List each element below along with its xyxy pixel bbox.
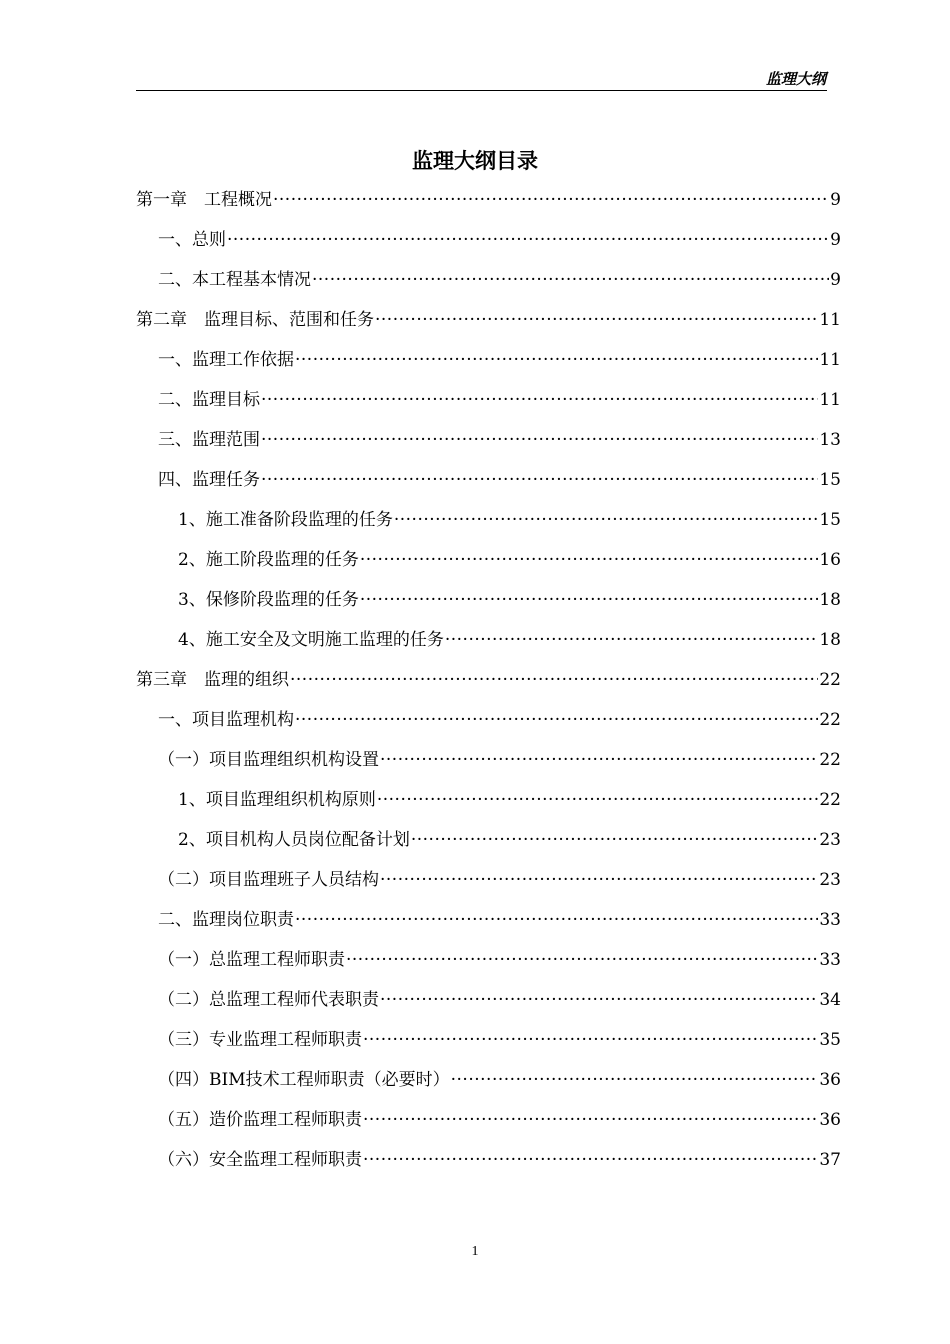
toc-entry-label: 三、监理范围 xyxy=(158,430,260,450)
toc-leader-dots xyxy=(380,980,818,1020)
toc-entry[interactable] xyxy=(178,500,841,540)
toc-entry-page: 22 xyxy=(819,710,841,730)
toc-leader-dots xyxy=(445,620,819,660)
toc-entry-label: （五）造价监理工程师职责 xyxy=(158,1110,362,1130)
toc-entry[interactable] xyxy=(158,1060,841,1100)
toc-entry-label: 一、总则 xyxy=(158,230,226,250)
toc-entry-page: 33 xyxy=(819,950,841,970)
toc-entry-label: （二）总监理工程师代表职责 xyxy=(158,990,379,1010)
toc-entry[interactable] xyxy=(136,180,841,220)
page-number: 1 xyxy=(471,1244,479,1259)
toc-entry-label: 2、施工阶段监理的任务 xyxy=(178,550,359,570)
toc-entry[interactable] xyxy=(178,780,841,820)
toc-entry-label: 二、监理目标 xyxy=(158,390,260,410)
toc-leader-dots xyxy=(261,460,818,500)
toc-entry[interactable] xyxy=(158,700,841,740)
toc-entry-page: 36 xyxy=(819,1070,841,1090)
toc-leader-dots xyxy=(261,380,818,420)
toc-entry-label: 4、施工安全及文明施工监理的任务 xyxy=(178,630,444,650)
toc-entry-page: 11 xyxy=(819,390,841,410)
toc-entry-page: 36 xyxy=(819,1110,841,1130)
toc-leader-dots xyxy=(363,1140,818,1180)
toc-entry[interactable] xyxy=(158,940,841,980)
toc-entry-label: （六）安全监理工程师职责 xyxy=(158,1150,362,1170)
toc-leader-dots xyxy=(411,820,819,860)
toc-entry[interactable] xyxy=(136,300,841,340)
toc-entry[interactable] xyxy=(178,580,841,620)
toc-entry-label: （四）BIM技术工程师职责（必要时） xyxy=(158,1070,450,1090)
toc-entry-label: （二）项目监理班子人员结构 xyxy=(158,870,379,890)
toc-leader-dots xyxy=(394,500,819,540)
toc-leader-dots xyxy=(380,740,818,780)
toc-entry-page: 9 xyxy=(830,270,841,290)
toc-entry-page: 16 xyxy=(819,550,841,570)
toc-entry-page: 15 xyxy=(819,510,841,530)
toc-leader-dots xyxy=(360,580,819,620)
toc-entry-page: 11 xyxy=(819,350,841,370)
toc-leader-dots xyxy=(375,300,818,340)
toc-entry-label: 2、项目机构人员岗位配备计划 xyxy=(178,830,410,850)
toc-leader-dots xyxy=(295,700,818,740)
header-rule xyxy=(136,90,827,91)
toc-leader-dots xyxy=(290,660,818,700)
running-header-title: 监理大纲 xyxy=(765,70,826,88)
toc-entry-label: 3、保修阶段监理的任务 xyxy=(178,590,359,610)
toc-entry-page: 9 xyxy=(830,190,841,210)
toc-entry-page: 15 xyxy=(819,470,841,490)
toc-entry-page: 22 xyxy=(819,790,841,810)
toc-entry[interactable] xyxy=(158,740,841,780)
toc-entry[interactable] xyxy=(158,340,841,380)
toc-entry[interactable] xyxy=(158,1140,841,1180)
toc-entry-label: （一）项目监理组织机构设置 xyxy=(158,750,379,770)
toc-entry[interactable] xyxy=(158,1100,841,1140)
toc-entry[interactable] xyxy=(158,860,841,900)
toc-leader-dots xyxy=(377,780,819,820)
toc-entry[interactable] xyxy=(158,900,841,940)
toc-entry[interactable] xyxy=(158,420,841,460)
toc-leader-dots xyxy=(363,1100,818,1140)
toc-entry-page: 11 xyxy=(819,310,841,330)
toc-entry-page: 33 xyxy=(819,910,841,930)
toc-entry-page: 22 xyxy=(819,750,841,770)
toc-leader-dots xyxy=(273,180,829,220)
toc-entry-page: 23 xyxy=(819,830,841,850)
toc-leader-dots xyxy=(227,220,829,260)
toc-leader-dots xyxy=(451,1060,819,1100)
toc-entry[interactable] xyxy=(136,660,841,700)
toc-entry-label: （三）专业监理工程师职责 xyxy=(158,1030,362,1050)
toc-entry-page: 13 xyxy=(819,430,841,450)
toc-entry[interactable] xyxy=(178,820,841,860)
toc-leader-dots xyxy=(312,260,829,300)
toc-entry[interactable] xyxy=(158,260,841,300)
toc-entry-label: 二、本工程基本情况 xyxy=(158,270,311,290)
toc-entry-label: 四、监理任务 xyxy=(158,470,260,490)
toc-entry-label: （一）总监理工程师职责 xyxy=(158,950,345,970)
toc-entry-page: 22 xyxy=(819,670,841,690)
toc-entry-page: 9 xyxy=(830,230,841,250)
toc-leader-dots xyxy=(295,900,818,940)
toc-leader-dots xyxy=(363,1020,818,1060)
toc-leader-dots xyxy=(380,860,818,900)
toc-leader-dots xyxy=(360,540,819,580)
toc-entry-label: 1、施工准备阶段监理的任务 xyxy=(178,510,393,530)
toc-entry[interactable] xyxy=(178,540,841,580)
toc-entry[interactable] xyxy=(158,1020,841,1060)
toc-entry[interactable] xyxy=(158,460,841,500)
toc-entry-label: 第一章 工程概况 xyxy=(136,190,272,210)
toc-entry-label: 二、监理岗位职责 xyxy=(158,910,294,930)
toc-entry[interactable] xyxy=(158,980,841,1020)
toc-entry-label: 第二章 监理目标、范围和任务 xyxy=(136,310,374,330)
toc-entry-label: 第三章 监理的组织 xyxy=(136,670,289,690)
toc-entry-page: 18 xyxy=(819,590,841,610)
toc-entry-page: 18 xyxy=(819,630,841,650)
toc-entry[interactable] xyxy=(158,220,841,260)
toc-leader-dots xyxy=(261,420,818,460)
toc-entry-page: 34 xyxy=(819,990,841,1010)
toc-entry-page: 23 xyxy=(819,870,841,890)
toc-title: 监理大纲目录 xyxy=(412,149,538,173)
toc-leader-dots xyxy=(295,340,818,380)
toc-entry[interactable] xyxy=(178,620,841,660)
toc-entry-page: 35 xyxy=(819,1030,841,1050)
toc-entry-label: 一、项目监理机构 xyxy=(158,710,294,730)
toc-entry-label: 一、监理工作依据 xyxy=(158,350,294,370)
toc-entry-label: 1、项目监理组织机构原则 xyxy=(178,790,376,810)
toc-entry[interactable] xyxy=(158,380,841,420)
toc-entry-page: 37 xyxy=(819,1150,841,1170)
toc-leader-dots xyxy=(346,940,818,980)
